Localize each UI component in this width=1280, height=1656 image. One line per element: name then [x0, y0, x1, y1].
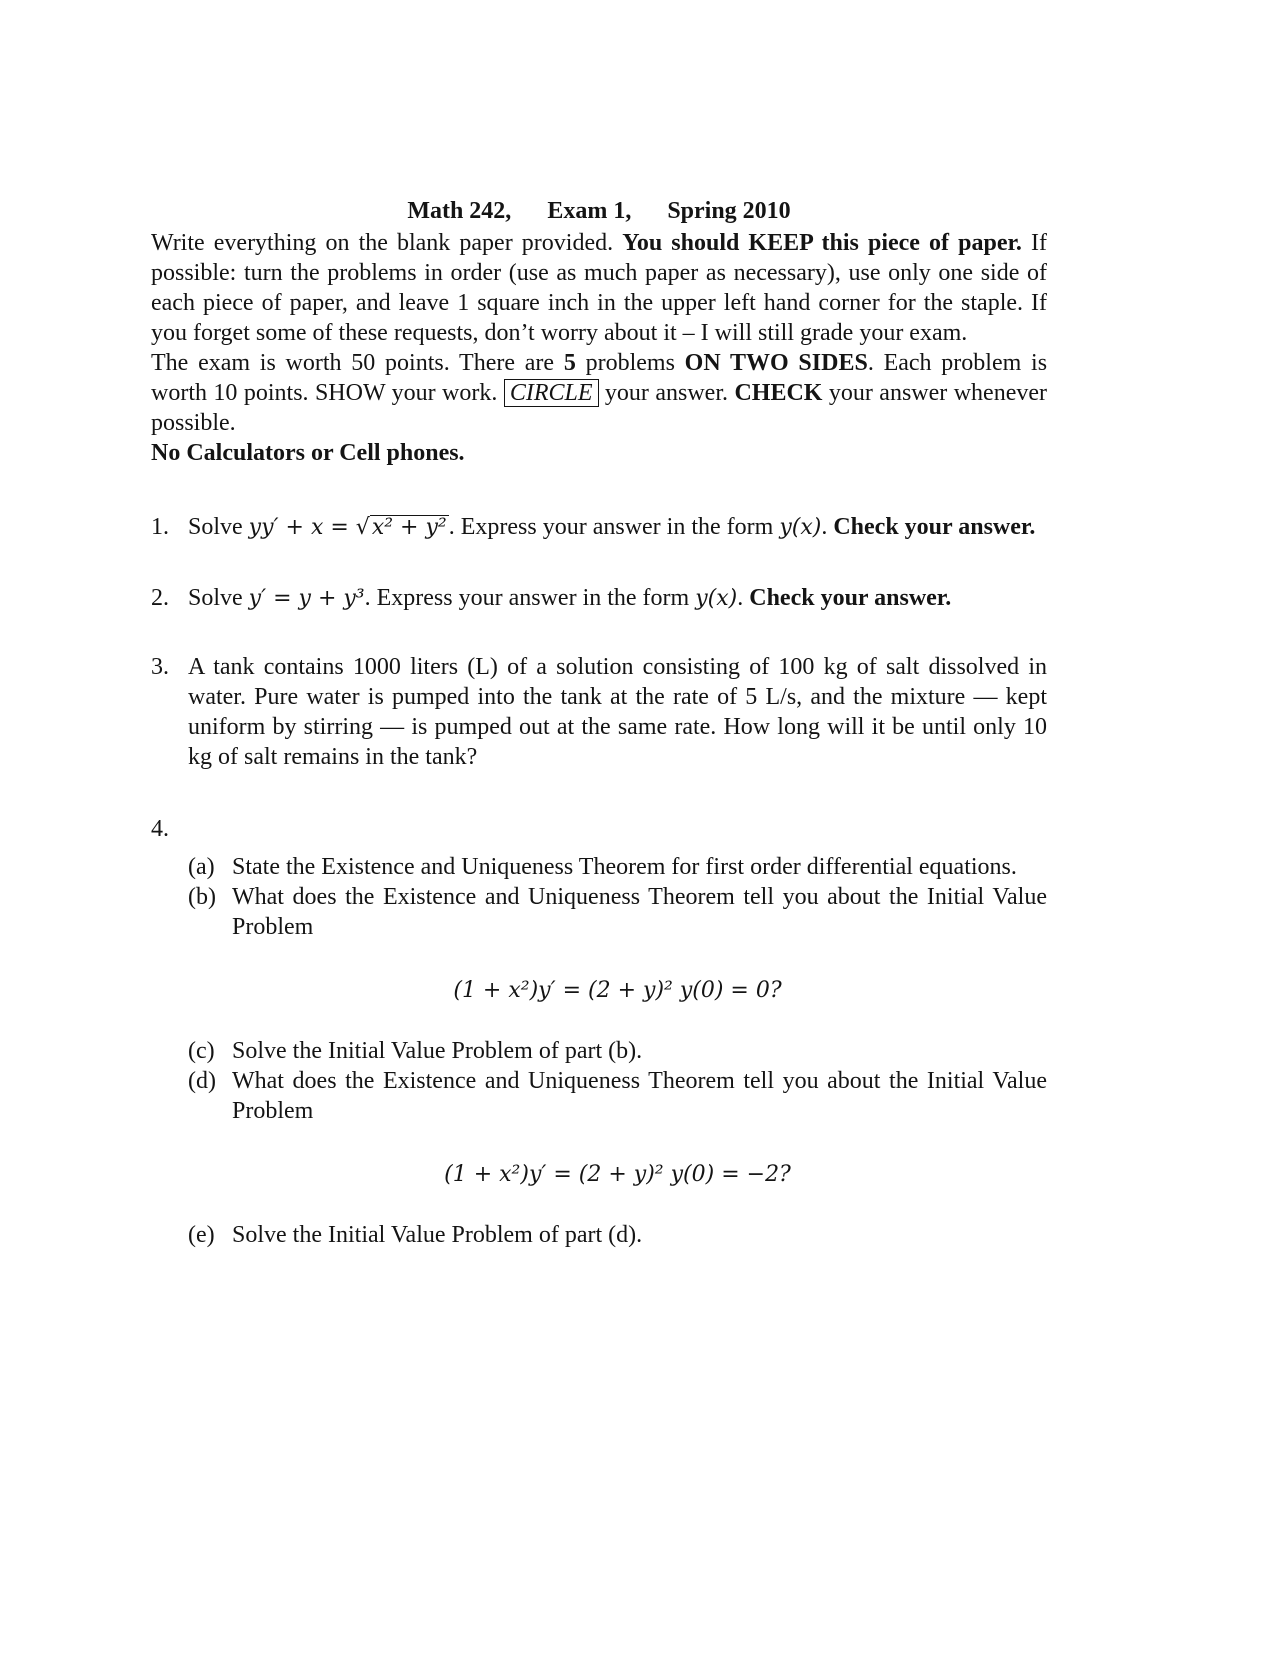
problem-text: Solve [188, 514, 249, 540]
subpart-text: What does the Existence and Uniqueness Theorem tell you about the Initial Value Problem [232, 1068, 1047, 1124]
no-calculators-notice [151, 438, 1047, 468]
subpart-text: Solve the Initial Value Problem of part (b). [232, 1038, 643, 1064]
display-equation: (1 + x²)y′ = (2 + y)² y(0) = 0? [453, 978, 782, 1003]
instructions-text: The exam is worth 50 points. There are [151, 350, 564, 376]
instructions-text: your answer. [598, 380, 735, 406]
problem-text: . Express your answer in the form [364, 585, 696, 611]
subpart-label: (b) [188, 884, 216, 910]
subpart-b [188, 882, 1047, 1006]
subpart-text: Solve the Initial Value Problem of part (d). [232, 1222, 643, 1248]
instructions-text: If possible: turn the problems in order (use as much paper as necessary), use only one side of each piece of paper, and leave 1 square inch in the upper left hand corner for the staple. If you forget some of these requests, don’t worry about it – I will still grade your exam. [151, 230, 1048, 346]
problem-number: 2. [151, 585, 169, 611]
problem-text: . [737, 585, 750, 611]
equation: yy′ + x = [248, 515, 356, 540]
problem-text: . [821, 514, 834, 540]
problem-number: 4. [151, 816, 169, 842]
subpart-c [188, 1036, 1047, 1066]
problem-4 [151, 814, 1047, 1250]
instructions-text: Write everything on the blank paper provided. [151, 230, 623, 256]
two-sides-notice: ON TWO SIDES [684, 350, 868, 376]
subpart-text: State the Existence and Uniqueness Theorem for first order differential equations. [232, 854, 1017, 880]
problem-text: Solve [188, 585, 249, 611]
check-word: CHECK [734, 380, 823, 406]
subpart-a [188, 852, 1047, 882]
instructions-text: . Each problem is worth 10 points. SHOW your work. [151, 350, 1048, 406]
problem-number: 1. [151, 514, 169, 540]
problem-1 [151, 512, 1047, 543]
circle-boxed-word: CIRCLE [504, 379, 599, 407]
subpart-label: (c) [188, 1038, 215, 1064]
problem-3 [151, 652, 1047, 772]
sqrt-radicand: x² + y² [371, 515, 447, 540]
answer-form: y(x) [695, 586, 738, 611]
sqrt-expression: √x² + y² [355, 515, 447, 540]
problem-text: . Express your answer in the form [448, 514, 780, 540]
problem-2 [151, 583, 1047, 614]
instructions-paragraph-2 [151, 348, 1047, 438]
keep-paper-notice: You should KEEP this piece of paper. [622, 230, 1022, 256]
subpart-label: (a) [188, 854, 215, 880]
subpart-label: (d) [188, 1068, 216, 1094]
subpart-label: (e) [188, 1222, 215, 1248]
exam-title [151, 196, 1047, 226]
problem-count: 5 [563, 350, 576, 376]
equation: y′ = y + y³ [248, 586, 365, 611]
problem-number: 3. [151, 654, 169, 680]
check-answer-text: Check your answer. [749, 585, 952, 611]
answer-form: y(x) [779, 515, 822, 540]
exam-term: Spring 2010 [667, 198, 791, 224]
instructions-paragraph-1 [151, 228, 1047, 348]
course-name: Math 242, [407, 198, 512, 224]
display-equation: (1 + x²)y′ = (2 + y)² y(0) = −2? [444, 1162, 791, 1187]
check-answer-text: Check your answer. [833, 514, 1036, 540]
problem-text: A tank contains 1000 liters (L) of a solution consisting of 100 kg of salt dissolved in water. Pure water is pumped into the tank at the rate of 5 L/s, and the mixture — kept uniform by stirring — is pumped out at the same rate. How long will it be until only 10 kg of salt remains in the tank? [188, 654, 1047, 770]
exam-name: Exam 1, [547, 198, 632, 224]
subpart-e [188, 1220, 1047, 1250]
problem-list [151, 512, 1047, 1250]
exam-page [151, 196, 1047, 1250]
subpart-d [188, 1066, 1047, 1190]
subpart-text: What does the Existence and Uniqueness Theorem tell you about the Initial Value Problem [232, 884, 1047, 940]
no-calculators-text: No Calculators or Cell phones. [151, 440, 465, 466]
instructions-text: your answer whenever possible. [151, 380, 1047, 436]
problem-4-subparts [188, 852, 1047, 1250]
instructions-text: problems [575, 350, 685, 376]
